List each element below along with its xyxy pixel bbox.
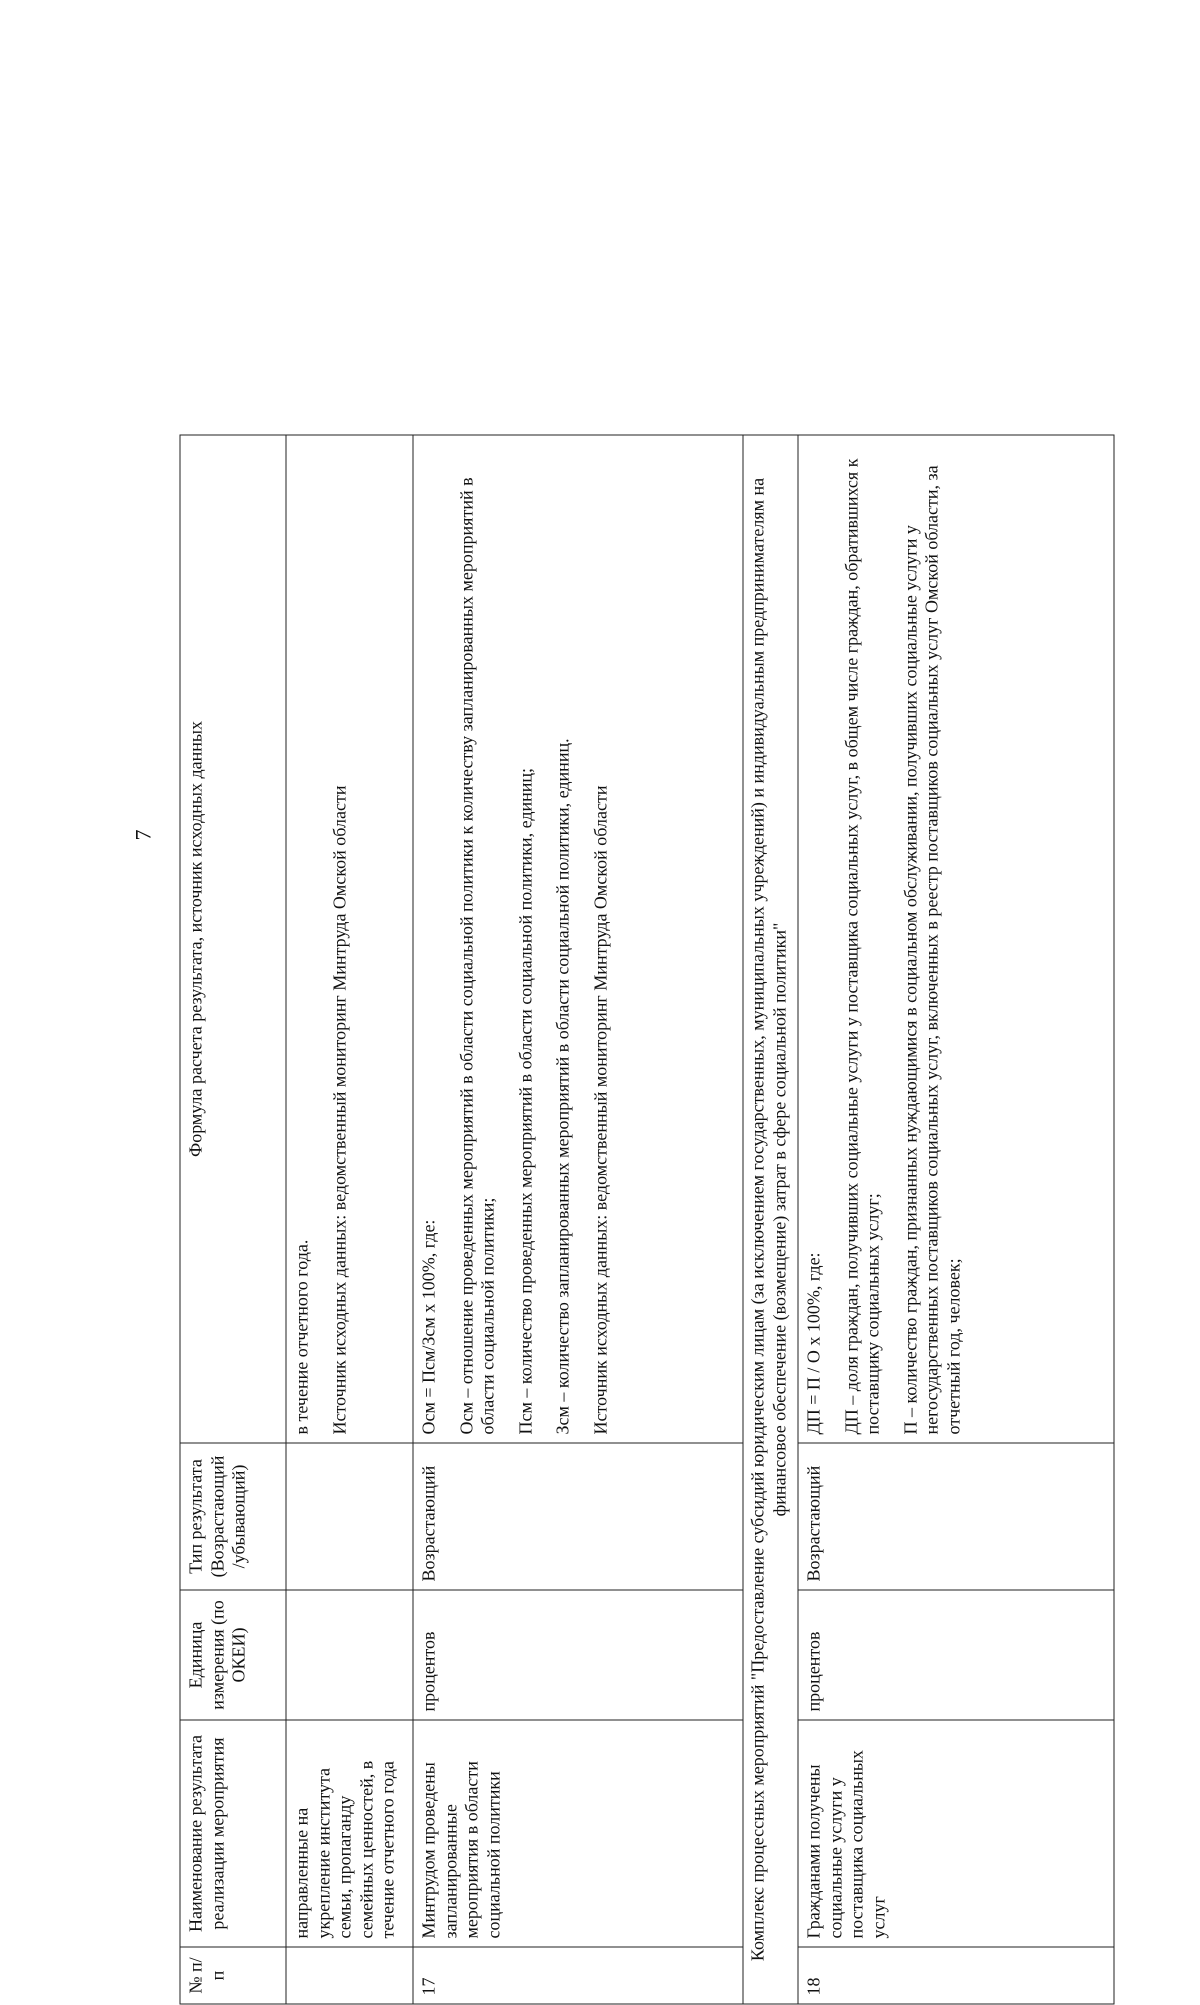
header-unit: Единица измерения (по ОКЕИ) xyxy=(180,1590,286,1720)
row-name: направленные на укрепление института семьи, пропаганду семейных ценностей, в течение отчетного года xyxy=(286,1720,413,1947)
formula-paragraph: в течение отчетного года. xyxy=(291,1239,312,1435)
row-formula xyxy=(798,435,1114,1443)
row-unit: процентов xyxy=(413,1590,743,1720)
row-type xyxy=(286,1443,413,1590)
row-formula xyxy=(286,435,413,1443)
header-num: № п/п xyxy=(180,1947,286,2004)
row-name: Минтрудом проведены запланированные мероприятия в области социальной политики xyxy=(413,1720,743,1947)
row-type: Возрастающий xyxy=(798,1443,1114,1590)
results-table xyxy=(180,435,1115,2005)
row-type: Возрастающий xyxy=(413,1443,743,1590)
row-num: 18 xyxy=(798,1947,1114,2004)
header-name: Наименование результата реализации мероприятия xyxy=(180,1720,286,1947)
row-unit: процентов xyxy=(798,1590,1114,1720)
formula-paragraph: Источник исходных данных: ведомственный мониторинг Минтруда Омской области xyxy=(590,785,611,1435)
formula-paragraph: ДП = П / О х 100%, где: xyxy=(803,1252,824,1435)
section-row xyxy=(743,435,798,2004)
formula-paragraph: Осм = Псм/Зсм х 100%, где: xyxy=(418,1219,439,1435)
formula-paragraph: ДП – доля граждан, получивших социальные услуги у поставщика социальных услуг, в общем числе граждан, обратившихся к поставщику социальных услуг; xyxy=(841,458,883,1435)
header-type: Тип результата (Возрастающий /убывающий) xyxy=(180,1443,286,1590)
table-row xyxy=(798,435,1114,2004)
formula-paragraph: Осм – отношение проведенных мероприятий в области социальной политики к количеству запланированных мероприятий в области социальной политики; xyxy=(456,477,498,1435)
formula-paragraph: Источник исходных данных: ведомственный мониторинг Минтруда Омской области xyxy=(329,785,350,1435)
formula-paragraph: П – количество граждан, признанных нуждающимися в социальном обслуживании, получивших социальные услуги у негосударственных поставщиков социальных услуг, включенных в реестр поставщиков социальных услуг Омской области, за отчетный год, человек; xyxy=(900,465,964,1435)
table-header-row xyxy=(180,435,286,2004)
row-name: Гражданами получены социальные услуги у поставщика социальных услуг xyxy=(798,1720,1114,1947)
formula-paragraph: Зсм – количество запланированных мероприятий в области социальной политики, единиц. xyxy=(552,738,573,1435)
table-row xyxy=(286,435,413,2004)
section-title: Комплекс процессных мероприятий "Предоставление субсидий юридическим лицам (за исключением государственных, муниципальных учреждений) и индивидуальным предпринимателям на финансовое обеспечение (возмещение) затрат в сфере социальной политики" xyxy=(743,435,798,2004)
row-formula xyxy=(413,435,743,1443)
rotated-table-area xyxy=(180,435,1115,2005)
formula-paragraph: Псм – количество проведенных мероприятий в области социальной политики, единиц; xyxy=(515,767,536,1435)
page-number: 7 xyxy=(130,829,156,841)
header-formula: Формула расчета результата, источник исходных данных xyxy=(180,435,286,1443)
row-num xyxy=(286,1947,413,2004)
row-num: 17 xyxy=(413,1947,743,2004)
row-unit xyxy=(286,1590,413,1720)
table-row xyxy=(413,435,743,2004)
